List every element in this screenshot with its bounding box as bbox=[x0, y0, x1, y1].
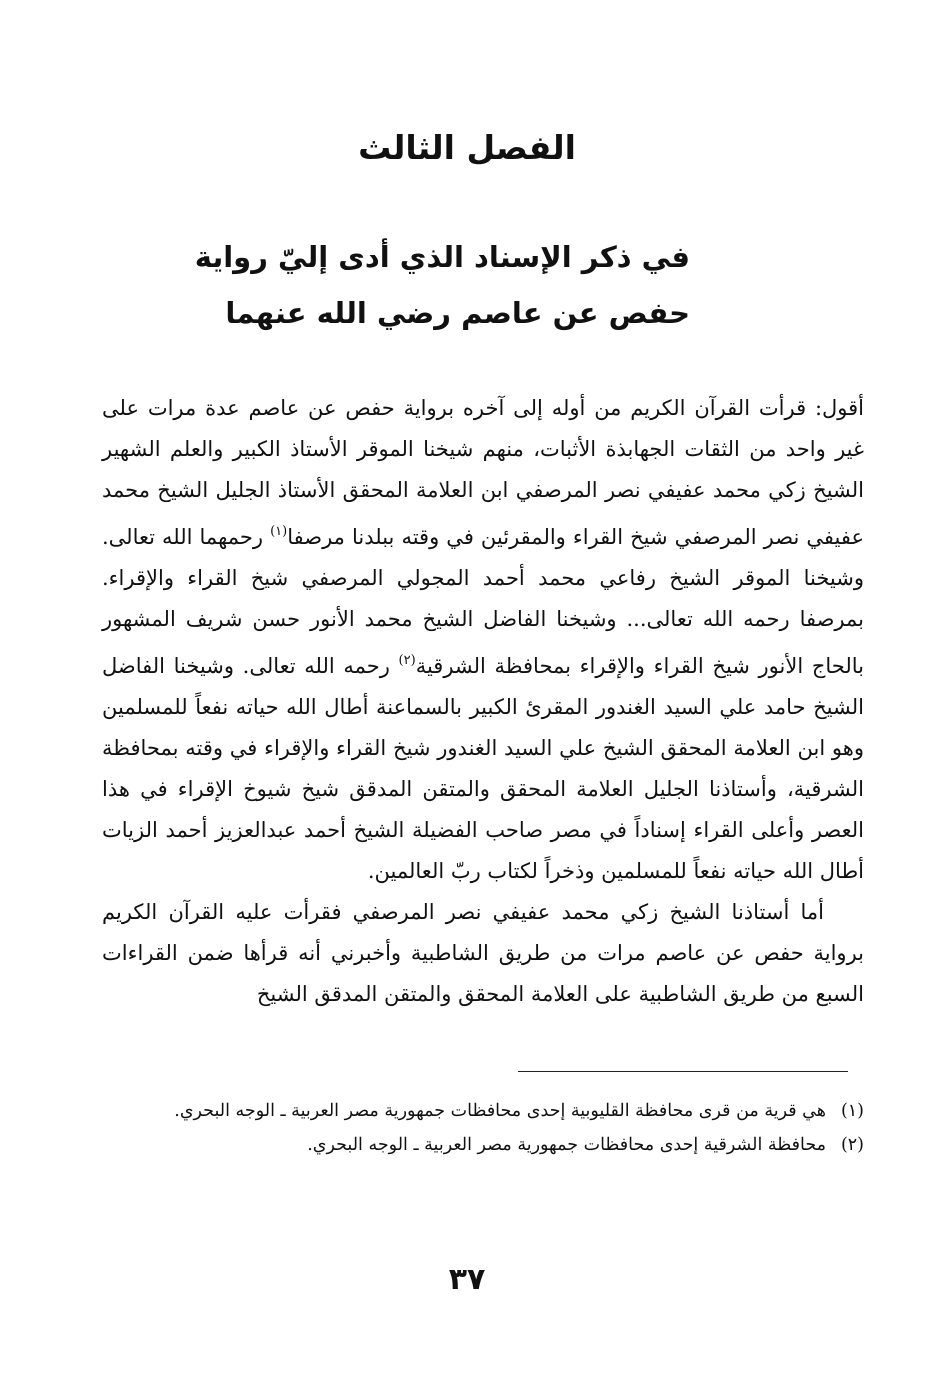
paragraph-1-part-1: أقول: قرأت القرآن الكريم من أوله إلى آخره برواية حفص عن عاصم عدة مرات على غير واحد من الثقات الجهابذة الأثبات، منهم شيخنا الموقر الأستاذ الكبير والعلم الشهير الشيخ زكي محمد عفيفي نصر المرصفي ابن العلامة المحقق الأستاذ الجليل الشيخ محمد عفيفي نصر المرصفي شيخ القراء والمقرئين في وقته ببلدنا مرصفا bbox=[102, 396, 864, 549]
paragraph-1-part-2: رحمهما الله تعالى. وشيخنا الموقر الشيخ رفاعي محمد أحمد المجولي المرصفي شيخ القراء والإقراء. بمرصفا رحمه الله تعالى... وشيخنا الفاضل الشيخ محمد الأنور حسن شريف المشهور بالحاج الأنور شيخ القراء والإقراء بمحافظة الشرقية bbox=[102, 525, 864, 678]
page-number: ٣٧ bbox=[448, 1262, 486, 1297]
footnote-text: محافظة الشرقية إحدى محافظات جمهورية مصر العربية ـ الوجه البحري. bbox=[307, 1135, 826, 1155]
body-text bbox=[102, 388, 864, 1015]
footnote bbox=[102, 1094, 864, 1128]
footnotes bbox=[102, 1094, 864, 1162]
chapter-title: الفصل الثالث bbox=[358, 128, 576, 167]
footnote bbox=[102, 1128, 864, 1162]
section-heading-line-2: حفص عن عاصم رضي الله عنهما bbox=[225, 296, 690, 330]
section-heading-line-1: في ذكر الإسناد الذي أدى إليّ رواية bbox=[194, 240, 690, 274]
footnote-text: هي قرية من قرى محافظة القليوبية إحدى محافظات جمهورية مصر العربية ـ الوجه البحري. bbox=[174, 1101, 826, 1121]
footnote-number: (١) bbox=[840, 1101, 864, 1121]
footnote-separator bbox=[518, 1071, 848, 1072]
footnote-ref-2: (٢) bbox=[398, 653, 416, 668]
paragraph-1 bbox=[102, 388, 864, 892]
paragraph-2: أما أستاذنا الشيخ زكي محمد عفيفي نصر المرصفي فقرأت عليه القرآن الكريم برواية حفص عن عاصم مرات من طريق الشاطبية وأخبرني أنه قرأها ضمن القراءات السبع من طريق الشاطبية على العلامة المحقق والمتقن المدقق الشيخ bbox=[102, 900, 864, 1006]
footnote-ref-1: (١) bbox=[270, 524, 288, 539]
footnote-number: (٢) bbox=[840, 1135, 864, 1155]
paragraph-1-part-3: رحمه الله تعالى. وشيخنا الفاضل الشيخ حامد علي السيد الغندور المقرئ الكبير بالسماعنة أطال الله حياته نفعاً للمسلمين وهو ابن العلامة المحقق الشيخ علي السيد الغندور شيخ القراء والإقراء في وقته بمحافظة الشرقية، وأستاذنا الجليل العلامة المحقق والمتقن المدقق شيخ شيوخ الإقراء في هذا العصر وأعلى القراء إسناداً في مصر صاحب الفضيلة الشيخ أحمد عبدالعزيز أحمد الزيات أطال الله حياته نفعاً للمسلمين وذخراً لكتاب ربّ العالمين. bbox=[102, 654, 864, 883]
